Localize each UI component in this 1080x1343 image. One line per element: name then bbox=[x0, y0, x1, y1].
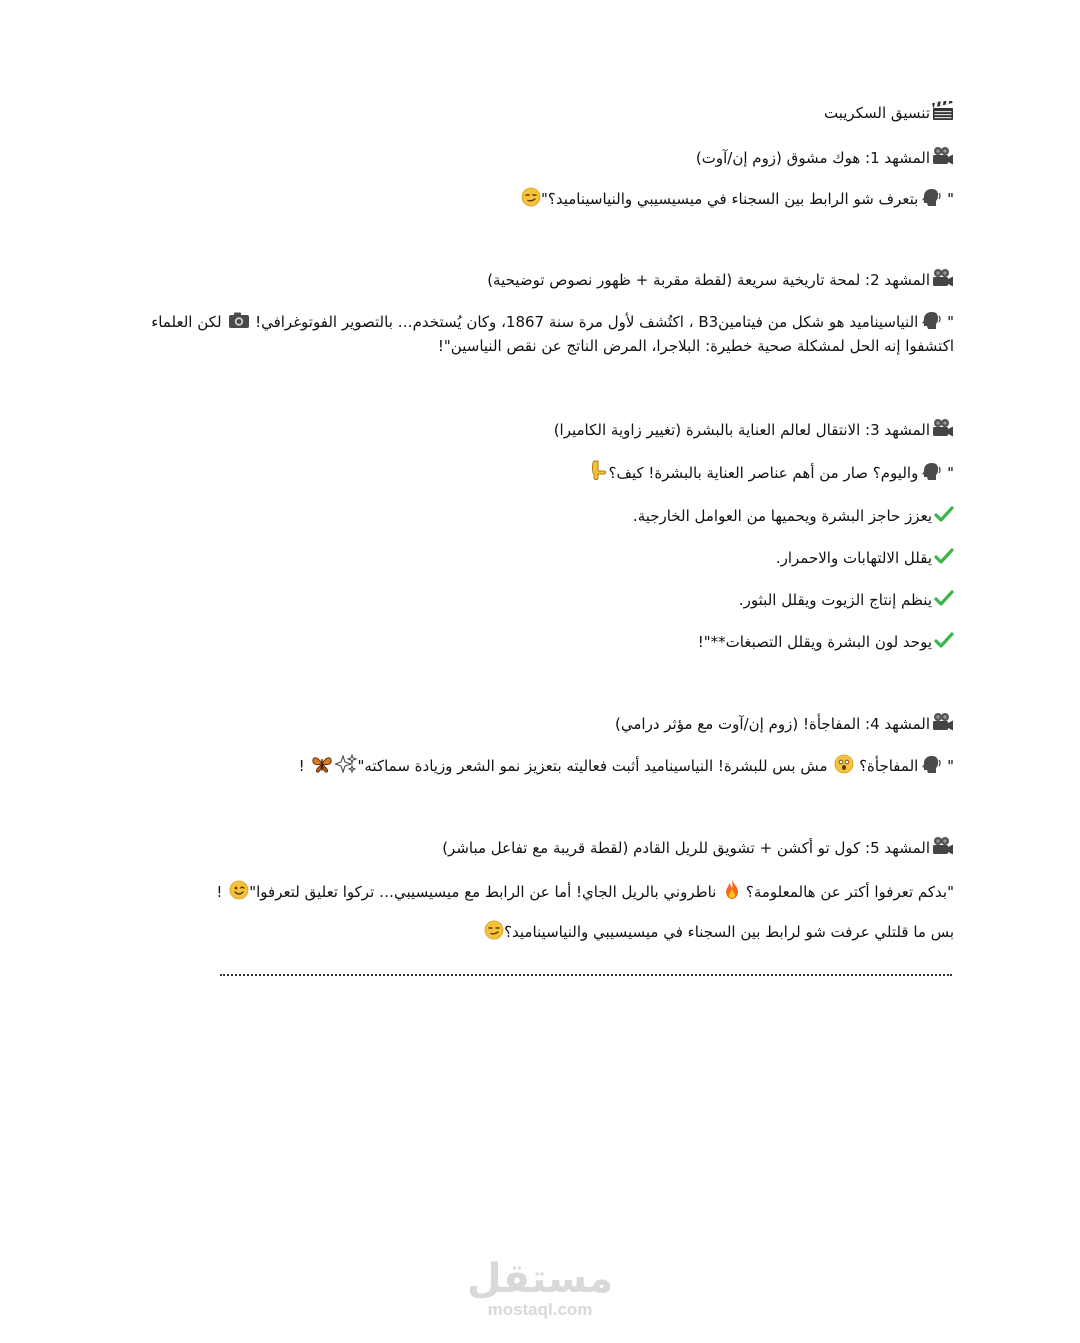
scene-5-text-end: ! bbox=[216, 883, 223, 901]
script-heading-text: تنسيق السكريبت bbox=[824, 104, 930, 122]
scene-2-title-text: المشهد 2: لمحة تاريخية سريعة (لقطة مقربة + ظهور نصوص توضيحية) bbox=[487, 271, 930, 289]
sparkles-icon bbox=[335, 754, 357, 774]
benefit-text: يعزز حاجز البشرة ويحميها من العوامل الخارجية. bbox=[632, 507, 932, 525]
smirking-face-icon bbox=[521, 187, 541, 207]
check-mark-icon bbox=[934, 630, 954, 650]
scene-3-title bbox=[554, 418, 954, 440]
benefit-item bbox=[776, 546, 954, 568]
movie-camera-icon bbox=[932, 712, 954, 732]
scene-3-line bbox=[588, 459, 954, 483]
benefit-text: ينظم إنتاج الزيوت ويقلل البثور. bbox=[738, 591, 932, 609]
dotted-separator bbox=[220, 974, 952, 976]
fire-icon bbox=[723, 878, 741, 900]
benefit-text: يوحد لون البشرة ويقلل التصبغات**"! bbox=[697, 633, 932, 651]
scene-3-title-text: المشهد 3: الانتقال لعالم العناية بالبشرة (تغيير زاوية الكاميرا) bbox=[553, 421, 930, 439]
speaking-head-icon bbox=[920, 310, 942, 330]
speaking-head-icon bbox=[920, 187, 942, 207]
scene-5-text-b: ناطروني بالريل الجاي! أما عن الرابط مع ميسيسيبي… تركوا تعليق لتعرفوا" bbox=[249, 883, 717, 901]
check-mark-icon bbox=[934, 588, 954, 608]
scene-4-text-end: ! bbox=[298, 757, 305, 775]
check-mark-icon bbox=[934, 504, 954, 524]
scene-1-title-text: المشهد 1: هوك مشوق (زوم إن/آوت) bbox=[695, 149, 930, 167]
speaking-head-icon bbox=[920, 461, 942, 481]
quote-mark: " bbox=[947, 757, 954, 775]
movie-camera-icon bbox=[932, 146, 954, 166]
scene-1-title bbox=[696, 146, 954, 168]
scene-1-text: بتعرف شو الرابط بين السجناء في ميسيسيبي والنياسيناميد؟" bbox=[541, 190, 919, 208]
scene-4-title bbox=[615, 712, 954, 734]
scene-5-line-2 bbox=[482, 920, 954, 942]
scene-2-text-b: لكن العلماء اكتشفوا إنه الحل لمشكلة صحية خطيرة: البلاجرا، المرض الناتج عن نقص النياسين"! bbox=[151, 313, 954, 355]
speaking-head-icon bbox=[920, 754, 942, 774]
quote-mark: " bbox=[947, 313, 954, 331]
movie-camera-icon bbox=[932, 268, 954, 288]
scene-2-text-a: النياسيناميد هو شكل من فيتامينB3 ، اكتُشف لأول مرة سنة 1867، وكان يُستخدم… بالتصوير الفوتوغرافي! bbox=[255, 313, 919, 331]
scene-4-text-a: المفاجأة؟ bbox=[859, 757, 919, 775]
clapperboard-icon bbox=[932, 101, 954, 121]
scene-2-paragraph bbox=[124, 310, 954, 358]
benefit-text: يقلل الالتهابات والاحمرار. bbox=[775, 549, 932, 567]
astonished-face-icon bbox=[834, 754, 854, 774]
watermark-arabic: مستقل bbox=[466, 1256, 614, 1302]
backhand-index-pointing-down-icon bbox=[590, 459, 608, 481]
winking-face-icon bbox=[229, 880, 249, 900]
benefit-item bbox=[633, 504, 954, 526]
movie-camera-icon bbox=[932, 418, 954, 438]
scene-4-line bbox=[299, 754, 954, 776]
scene-3-text: واليوم؟ صار من أهم عناصر العناية بالبشرة! كيف؟ bbox=[608, 464, 919, 482]
script-heading bbox=[824, 101, 954, 123]
scene-5-text-a: "بدكم تعرفوا أكتر عن هالمعلومة؟ bbox=[745, 883, 954, 901]
scene-4-title-text: المشهد 4: المفاجأة! (زوم إن/آوت مع مؤثر درامي) bbox=[615, 715, 930, 733]
scene-5-title bbox=[442, 836, 954, 858]
quote-mark: " bbox=[947, 464, 954, 482]
movie-camera-icon bbox=[932, 836, 954, 856]
butterfly-icon bbox=[311, 754, 333, 774]
scene-2-title bbox=[487, 268, 954, 290]
scene-1-line bbox=[519, 187, 954, 209]
benefit-item bbox=[698, 630, 954, 652]
benefit-item bbox=[739, 588, 954, 610]
mostaql-watermark bbox=[440, 1258, 640, 1320]
quote-mark: " bbox=[947, 190, 954, 208]
scene-4-text-b: مش بس للبشرة! النياسيناميد أثبت فعاليته بتعزيز نمو الشعر وزيادة سماكته" bbox=[357, 757, 828, 775]
camera-icon bbox=[228, 310, 250, 330]
check-mark-icon bbox=[934, 546, 954, 566]
scene-5-line-1 bbox=[216, 878, 954, 902]
scene-5-title-text: المشهد 5: كول تو أكشن + تشويق للريل القادم (لقطة قريبة مع تفاعل مباشر) bbox=[442, 839, 930, 857]
smirking-face-icon bbox=[484, 920, 504, 940]
scene-5-text-2: بس ما قلتلي عرفت شو لرابط بين السجناء في ميسيسيبي والنياسيناميد؟ bbox=[504, 923, 954, 941]
watermark-latin: mostaql.com bbox=[487, 1300, 593, 1319]
